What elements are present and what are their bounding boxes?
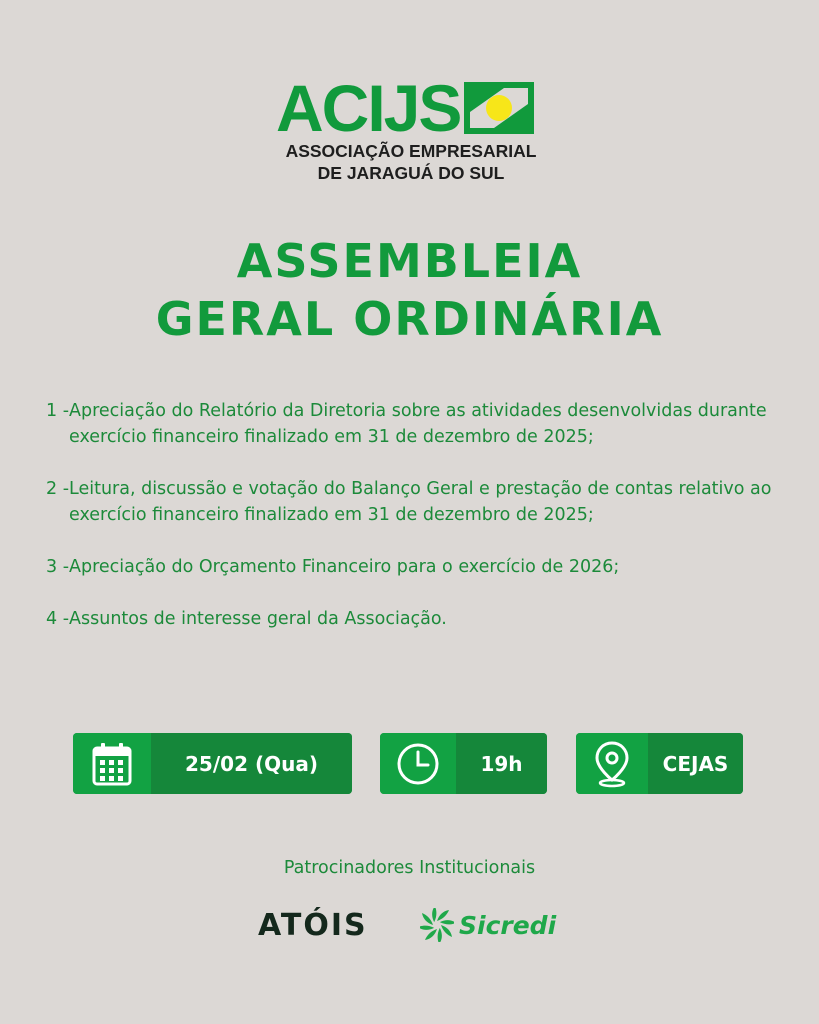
agenda-item-number: 2 - bbox=[46, 479, 70, 499]
date-badge bbox=[73, 733, 352, 794]
logo-subtitle-line1: ASSOCIAÇÃO EMPRESARIAL bbox=[285, 141, 537, 161]
agenda-item bbox=[46, 476, 776, 528]
location-badge bbox=[576, 733, 743, 794]
atois-wordmark: ATÓIS bbox=[258, 907, 368, 943]
atois-logo bbox=[258, 905, 368, 945]
sicredi-logo bbox=[420, 905, 556, 945]
agenda-item-text: Apreciação do Orçamento Financeiro para o exercício de 2026; bbox=[69, 557, 620, 577]
sicredi-wordmark: Sicredi bbox=[459, 910, 557, 940]
agenda-item-number: 4 - bbox=[46, 609, 70, 629]
agenda-item-text: Apreciação do Relatório da Diretoria sobre as atividades desenvolvidas durante exercício financeiro finalizado em 31 de dezembro de 2025; bbox=[69, 401, 767, 447]
agenda-item bbox=[46, 554, 776, 580]
agenda-item-text: Assuntos de interesse geral da Associação. bbox=[69, 609, 447, 629]
agenda-item bbox=[46, 606, 776, 632]
agenda-item-text: Leitura, discussão e votação do Balanço Geral e prestação de contas relativo ao exercício financeiro finalizado em 31 de dezembro de 2025; bbox=[69, 479, 772, 525]
title-line2: GERAL ORDINÁRIA bbox=[155, 292, 664, 346]
agenda-item-number: 1 - bbox=[46, 401, 70, 421]
page-title bbox=[0, 232, 819, 348]
acijs-logo bbox=[276, 71, 546, 188]
sponsors-title: Patrocinadores Institucionais bbox=[283, 858, 536, 878]
date-label: 25/02 (Qua) bbox=[151, 733, 352, 794]
location-pin-icon bbox=[576, 733, 648, 794]
time-badge bbox=[380, 733, 547, 794]
location-label: CEJAS bbox=[648, 733, 743, 794]
agenda-list bbox=[46, 398, 776, 658]
logo-subtitle-line2: DE JARAGUÁ DO SUL bbox=[317, 163, 505, 183]
title-line1: ASSEMBLEIA bbox=[236, 234, 583, 288]
acijs-emblem-icon bbox=[464, 82, 534, 134]
logo-wordmark: ACIJS bbox=[276, 71, 461, 145]
agenda-item bbox=[46, 398, 776, 450]
agenda-item-number: 3 - bbox=[46, 557, 70, 577]
calendar-icon bbox=[73, 733, 151, 794]
time-label: 19h bbox=[456, 733, 547, 794]
clock-icon bbox=[380, 733, 456, 794]
sicredi-logo-icon bbox=[420, 908, 454, 942]
